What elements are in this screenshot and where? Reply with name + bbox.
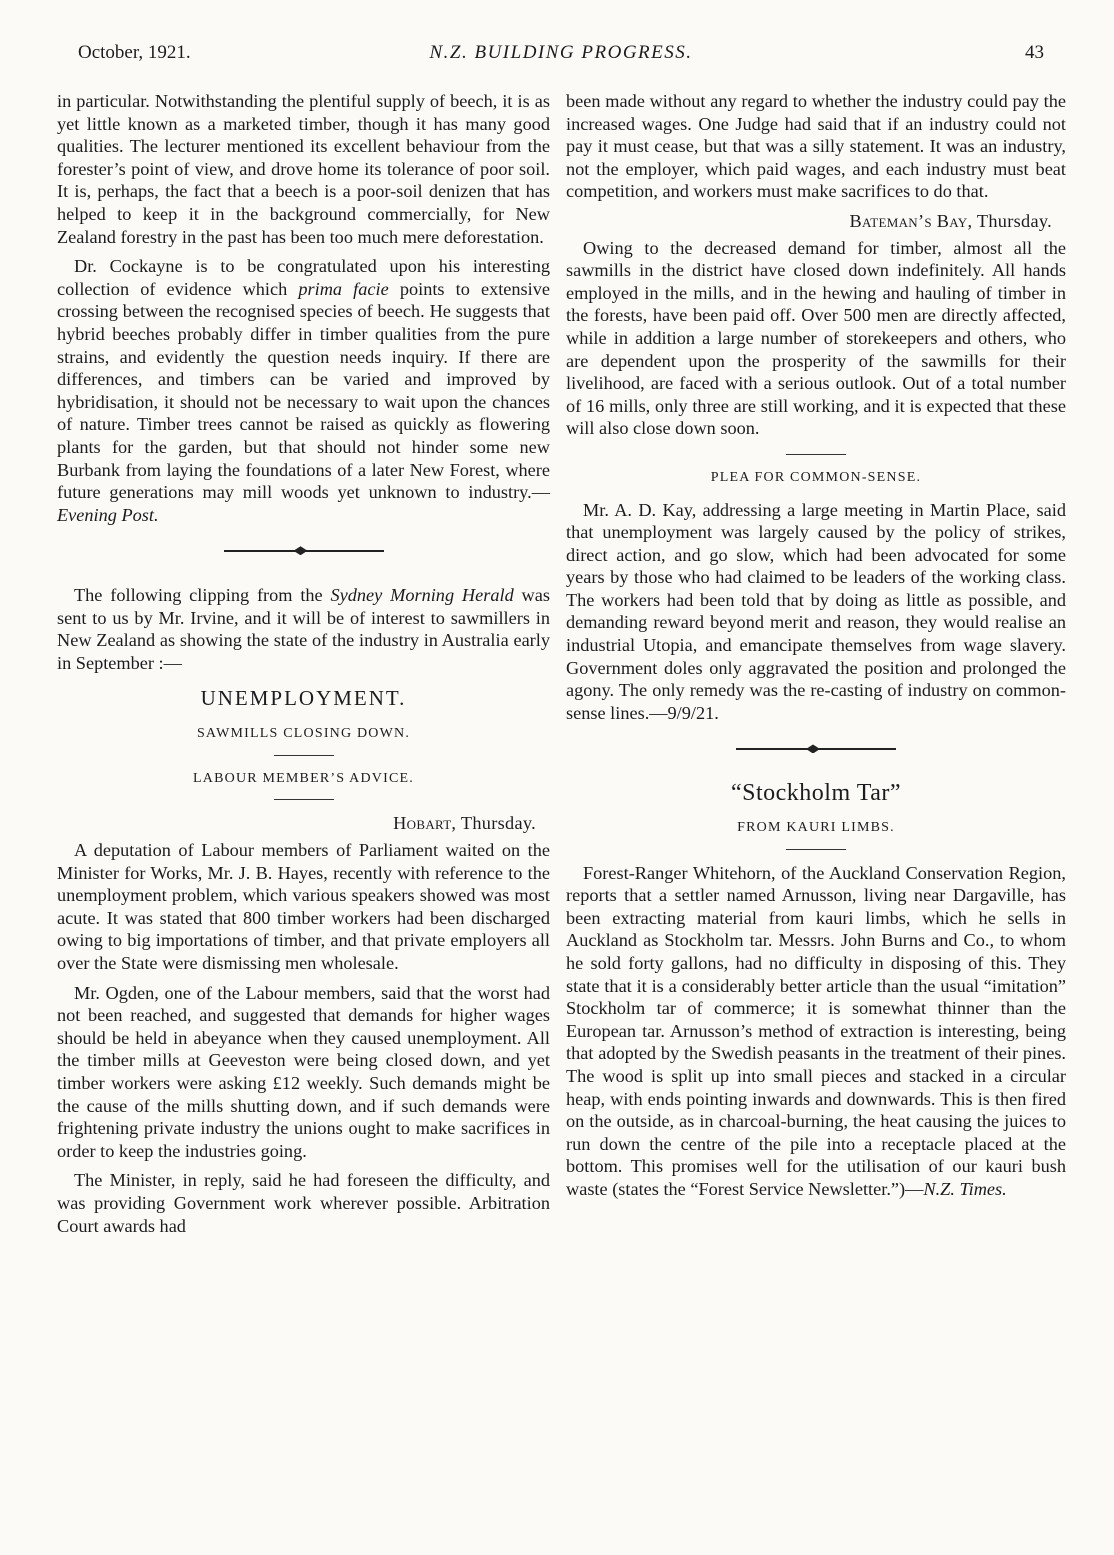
rule-divider	[786, 849, 846, 850]
subheading-kauri-limbs: FROM KAURI LIMBS.	[737, 820, 895, 836]
paragraph-sawmills-closed: Owing to the decreased demand for timber, almost all the sawmills in the district have closed down indefinitely. All hands employed in the mills, and in the hewing and hauling of timber in the forests, have been paid off. Over 500 men are directly affected, while in addition a large number of storekeepers and others, who are dependent upon the prosperity of the sawmills for their livelihood, are faced with a serious outlook. Out of a total number of 16 mills, only three are still working, and it is expected that these will also close down soon.	[566, 237, 1066, 439]
paragraph-minister-reply: The Minister, in reply, said he had foreseen the difficulty, and was providing Government work wherever possible. Arbitration Court awards had	[57, 1170, 550, 1236]
publication-title: N.Z. BUILDING PROGRESS.	[429, 42, 693, 63]
source-evening-post: Evening Post.	[57, 504, 159, 525]
subheading-labour-advice: LABOUR MEMBER’S ADVICE.	[193, 770, 414, 786]
dateline-batemans-bay: Bateman’s Bay, Thursday.	[849, 210, 1052, 231]
section-divider-ornament	[224, 544, 384, 558]
rule-divider	[274, 799, 334, 800]
paragraph-whitehorn-report: Forest-Ranger Whitehorn, of the Auckland Conservation Region, reports that a settler named Arnusson, living near Dargaville, has been extracting material from kauri limbs, which he sells in Auckland as Stockholm tar. Messrs. John Burns and Co., to whom he sold forty gallons, had no difficulty in disposing of this. They state that it is a considerably better article than the usual “imitation” Stockholm tar of commerce; it is somewhat thinner than the European tar. Arnusson’s method of extraction is interesting, being that adopted by the Swedish peasants in the treatment of their pines. The wood is split up into small pieces and stacked in a circular heap, with ends pointing inwards and downwards. This is then fired on the outside, as in charcoal-burning, the heat causing the juices to run down the centre of the pile into a receptacle placed at the bottom. This promises well for the utilisation of our kauri bush waste (states the “Forest Service Newsletter.”)—N.Z. Times.	[566, 862, 1066, 1199]
paragraph-beech-continued: in particular. Notwithstanding the plentiful supply of beech, it is as yet little known as a marketed timber, though it has many good qualities. The lecturer mentioned its excellent behaviour from the forester’s point of view, and drove home its tolerance of poor soil. It is, perhaps, the fact that a beech is a poor-soil denizen that has helped to keep it in the background commercially, for New Zealand forestry in the past has been too much mere deforestation.	[57, 91, 550, 247]
subheading-sawmills-closing: SAWMILLS CLOSING DOWN.	[196, 726, 411, 742]
section-divider-ornament	[736, 742, 896, 756]
dateline-hobart: Hobart, Thursday.	[393, 813, 536, 834]
page-header	[78, 42, 1044, 72]
paragraph-cockayne: Dr. Cockayne is to be congratulated upon his interesting collection of evidence which prima facie points to extensive crossing between the recognised species of beech. He suggests that hybrid beeches probably differ in timber qualities from the pure strains, and evidently the question needs inquiry. If there are differences, and timbers can be varied and improved by hybridisation, it should not be necessary to wait upon the chances of nature. Timber trees cannot be raised as quickly as flowering plants for the garden, but that should not hinder some new Burbank from laying the foundations of a later New Forest, where future generations may mill woods yet unknown to industry.—Evening Post.	[57, 256, 550, 525]
paragraph-deputation: A deputation of Labour members of Parliament waited on the Minister for Works, Mr. J. B. Hayes, recently with reference to the unemployment problem, which various speakers showed was most acute. It was stated that 800 timber workers had been discharged owing to big importations of timber, and that private employers all over the State were dismissing men wholesale.	[57, 840, 550, 973]
paragraph-clipping-intro: The following clipping from the Sydney Morning Herald was sent to us by Mr. Irvine, and it will be of interest to sawmillers in New Zealand as showing the state of the industry in Australia early in September :—	[57, 585, 550, 674]
paragraph-awards-continued: been made without any regard to whether the industry could pay the increased wages. One Judge had said that if an industry could not pay it must cease, but that was a silly statement. It was an industry, not the employer, which paid wages, and each industry must beat competition, and workers must make sacrifices to do that.	[566, 91, 1066, 202]
right-column	[566, 90, 1066, 1208]
paragraph-ogden: Mr. Ogden, one of the Labour members, said that the worst had not been reached, and suggested that demands for higher wages should be held in abeyance when they caused unemployment. All the timber mills at Geeveston were being closed down, and yet timber workers were asking £12 weekly. Such demands might be the cause of the mills shutting down, and if such demands were frightening private industry the unions ought to make sacrifices in order to keep the industries going.	[57, 982, 550, 1161]
left-column	[57, 90, 550, 1244]
rule-divider	[274, 755, 334, 756]
source-nz-times: N.Z. Times.	[923, 1178, 1007, 1199]
heading-stockholm-tar: “Stockholm Tar”	[730, 780, 901, 807]
rule-divider	[786, 454, 846, 455]
page-number: 43	[1025, 42, 1044, 63]
heading-plea-common-sense: PLEA FOR COMMON-SENSE.	[710, 469, 922, 485]
paragraph-kay-meeting: Mr. A. D. Kay, addressing a large meeting in Martin Place, said that unemployment was largely caused by the policy of strikes, direct action, and go slow, which had been advocated for some years by those who had claimed to be leaders of the working class. The workers had been told that by doing as little as possible, and demanding reward beyond merit and reason, they would realise an industrial Utopia, and emancipate themselves from wage slavery. Government doles only aggravated the position and prolonged the agony. The only remedy was the re-casting of industry on common-sense lines.—9/9/21.	[566, 499, 1066, 723]
issue-date: October, 1921.	[78, 42, 191, 63]
heading-unemployment: UNEMPLOYMENT.	[200, 685, 407, 710]
